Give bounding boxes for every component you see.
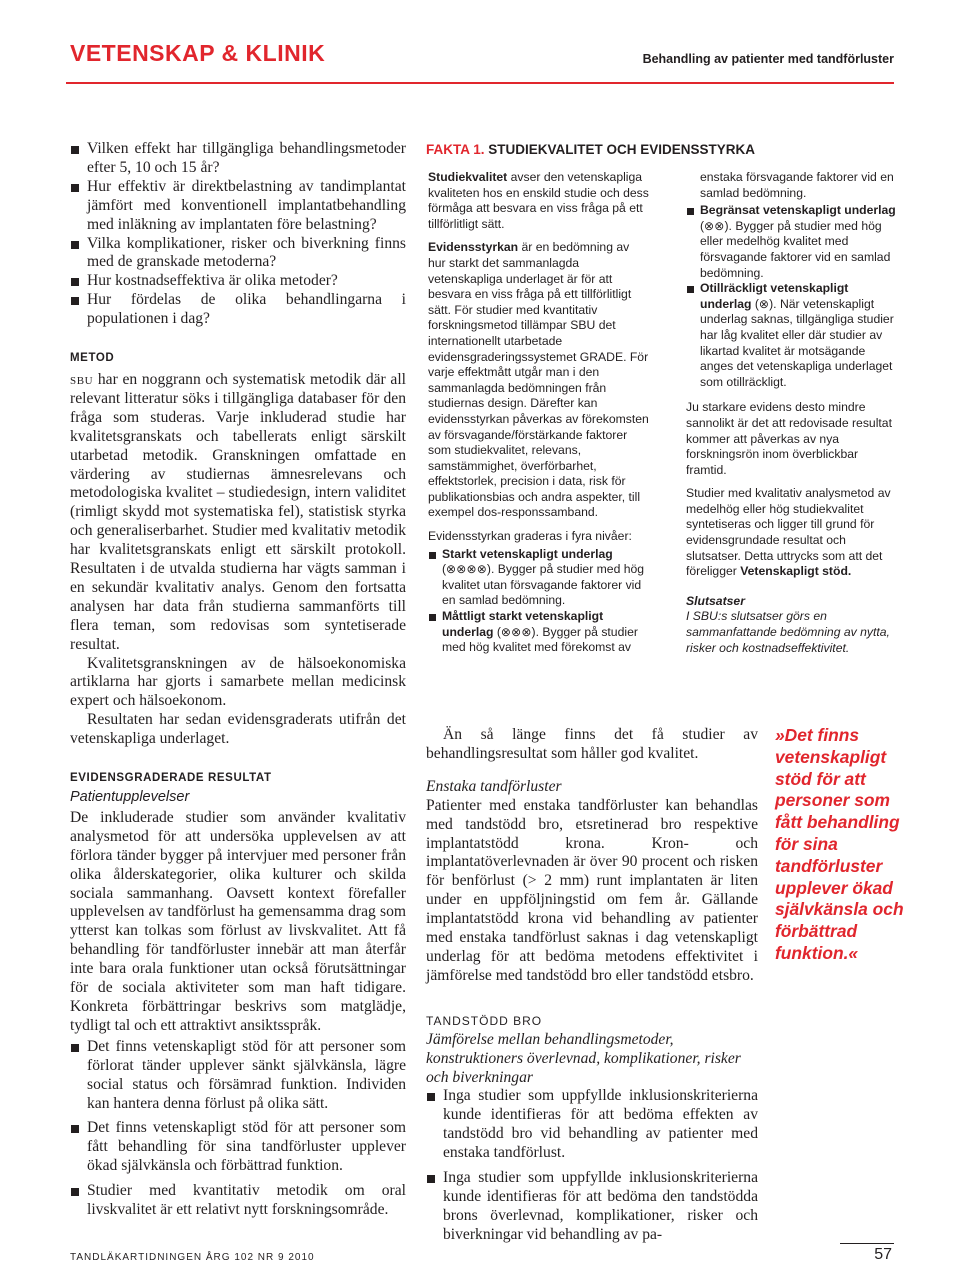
list-item: Inga studier som uppfyllde inklusionskriterierna kunde identifieras för att bedöma effekten av tandstödd bro vid behandling av patienter med enstaka tandförlust.	[426, 1087, 758, 1163]
fakta-paragraph: Evidensstyrkan är en bedömning av hur starkt det sammanlagda vetenskapliga underlaget är för att besvara en viss fråga på ett tillförlitligt sätt. För studier med kvantitativ forskningsmetod tillämpar SBU det internationellt utarbetade evidensgraderingssystemet GRADE. För varje effektmått utgår man i den sammanlagda bedömningen från studiernas design. Därefter kan evidensstyrkan påverkas av förekomsten av försvagande/förstärkande faktorer som studiekvalitet, relevans, samstämmighet, överförbarhet, effektstorlek, precision i data, risk för publikationsbias och andra aspekter, till exempel dos-responssamband.	[428, 240, 649, 520]
metod-paragraph-2: Kvalitetsgranskningen av de hälsoekonomiska artiklarna har gjorts i samarbete mellan medicinsk expert och hälsoekonom.	[70, 654, 406, 710]
evidens-heading: EVIDENSGRADERADE RESULTAT	[70, 772, 272, 785]
list-item: Otillräckligt vetenskapligt underlag (⊗). När vetenskapligt underlag saknas, tillgängliga studier har låg kvalitet eller där studier av likartad kvalitet är motsägande anges det vetenskapliga underlaget som otillräckligt.	[686, 281, 896, 390]
patientupplevelser-heading: Patientupplevelser	[70, 789, 190, 805]
slutsatser-text: I SBU:s slutsatser görs en sammanfattande bedömning av nytta, risker och kostnadseffektivitet.	[686, 609, 890, 655]
list-item: Måttligt starkt vetenskapligt underlag (⊗⊗⊗). Bygger på studier med hög kvalitet med förekomst av	[428, 609, 650, 656]
fakta-column-2	[686, 170, 896, 664]
section-title: VETENSKAP & KLINIK	[70, 40, 326, 66]
evidence-level-list	[428, 547, 650, 656]
list-item: Hur effektiv är direktbelastning av tandimplantat jämfört med konventionell implantatbehandling med inläkning av implantaten före belastning?	[70, 178, 406, 235]
journal-footer: TANDLÄKARTIDNINGEN ÅRG 102 NR 9 2010	[70, 1252, 315, 1263]
list-item: Inga studier som uppfyllde inklusionskriterierna kunde identifieras för att bedöma den tandstödda brons överlevnad, komplikationer, risker och biverkningar vid behandling av pa-	[426, 1169, 758, 1245]
fakta-title: FAKTA 1. STUDIEKVALITET OCH EVIDENSSTYRKA	[426, 142, 756, 157]
metod-heading: METOD	[70, 352, 115, 365]
evidens-list	[70, 1038, 406, 1220]
left-column	[70, 140, 406, 1220]
enstaka-heading: Enstaka tandförluster	[426, 777, 562, 795]
evidens-paragraph: De inkluderade studier som använder kvalitativ analysmetod för att undersöka upplevelsen av att förlora tänder bygger på intervjuer med personer från olika ålderskategorier, olika kulturer och skilda sociala sammanhang. Oavsett kontext förefaller upplevelsen av tandförlust ha gemensamma drag som ytterst kan tolkas som förlust av livskvalitet. Att få behandling för tandförluster innebär att man återfår inte bara orala funktioner utan också förutsättningar för de sociala aktiviteter som man haft tidigare. Konkreta förbättringar beskrivs som matglädje, tydligt tal och ett attraktivt ansiktsspråk.	[70, 808, 406, 1034]
fakta-paragraph: Studiekvalitet avser den vetenskapliga kvaliteten hos en enskild studie och dess förmåga att besvara en viss fråga på ett tillförlitligt sätt.	[428, 170, 649, 231]
bro-list	[426, 1087, 758, 1244]
list-item: Hur kostnadseffektiva är olika metoder?	[70, 272, 406, 291]
list-item: Vilken effekt har tillgängliga behandlingsmetoder efter 5, 10 och 15 år?	[70, 140, 406, 178]
fakta-paragraph: enstaka försvagande faktorer vid en samlad bedömning.	[700, 170, 894, 200]
fakta-column-1	[428, 170, 650, 656]
header-divider	[66, 82, 894, 84]
fakta-box	[426, 142, 896, 672]
slutsatser-heading: Slutsatser	[686, 593, 745, 608]
tandstodd-bro-subheading: Jämförelse mellan behandlingsmetoder, konstruktioners överlevnad, komplikationer, risker och biverkningar	[426, 1030, 741, 1086]
question-list	[70, 140, 406, 329]
fakta-paragraph: Studier med kvalitativ analysmetod av medelhög eller hög studiekvalitet syntetiseras och ligger till grund för evidensgrundade resultat och slutsatser. Detta uttrycks som att det föreligger Vetenskapligt stöd.	[686, 486, 891, 579]
middle-column	[426, 726, 758, 1245]
fakta-paragraph: Evidensstyrkan graderas i fyra nivåer:	[428, 529, 632, 544]
tandstodd-bro-heading: TANDSTÖDD BRO	[426, 1013, 543, 1028]
list-item: Begränsat vetenskapligt underlag (⊗⊗). Bygger på studier med hög eller medelhög kvalitet med försvagande faktorer vid en samlad bedömning.	[686, 203, 896, 281]
list-item: Det finns vetenskapligt stöd för att personer som fått behandling för sina tandförluster upplever ökad självkänsla och förbättrad funktion.	[70, 1119, 406, 1176]
list-item: Det finns vetenskapligt stöd för att personer som förlorat tänder upplever sänkt självkänsla, lägre social status och försämrad funktion. Individen kan hantera denna förlust på olika sätt.	[70, 1038, 406, 1114]
running-head: Behandling av patienter med tandförluster	[642, 52, 894, 66]
metod-paragraph-3: Resultaten har sedan evidensgraderats utifrån det vetenskapliga underlaget.	[70, 711, 406, 748]
pull-quote: »Det finns vetenskapligt stöd för att personer som fått behandling för sina tandförluster upplever ökad självkänsla och förbättrad funktion.«	[775, 725, 904, 963]
list-item: Starkt vetenskapligt underlag (⊗⊗⊗⊗). Bygger på studier med hög kvalitet utan försvagande faktorer vid en samlad bedömning.	[428, 547, 650, 609]
list-item: Studier med kvantitativ metodik om oral livskvalitet är ett relativt nytt forskningsområde.	[70, 1182, 406, 1220]
evidence-level-list-2	[686, 203, 896, 390]
sbu-abbr: sbu	[70, 370, 94, 388]
fakta-paragraph: Ju starkare evidens desto mindre sannolikt är det att redovisade resultat kommer att påverkas av nya forskningsrön inom överblickbar framtid.	[686, 400, 892, 477]
page-number: 57	[874, 1246, 892, 1263]
list-item: Vilka komplikationer, risker och biverkning finns med de granskade metoderna?	[70, 235, 406, 273]
footer-divider	[840, 1243, 894, 1244]
metod-paragraph: sbu har en noggrann och systematisk metodik där all relevant litteratur söks i tillgängliga databaser för den fråga som studeras. Varje inkluderad studie har kvalitetsgranskats och tabellerats enligt särskilt utarbetad metodik. Granskningen omfattade en värdering av studiernas ämnesrelevans och metodologiska kvalitet – studiedesign, intern validitet (rimligt skydd mot systematiska fel), statistisk styrka och generaliserbarhet. Studier med kvalitativ metodik har kvalitetsgranskats enligt ett särskilt protokoll. Resultaten i de utvalda studierna har vägts samman i en sekundär kvalitativ analys. Genom den fortsatta analysen har data från studierna sammanförts till flera teman, som redovisas som syntetiserade resultat.	[70, 370, 406, 653]
enstaka-paragraph: Patienter med enstaka tandförluster kan behandlas med tandstödd bro, etsretinerad bro respektive implantatstödd krona. Kron- och implantatöverlevnaden är över 90 procent och risken för benförlust (> 2 mm) runt implantaten är liten under en uppföljningstid om fem år. Gällande implantatstödd krona vid behandling av patienter med enstaka tandförlust saknas i dag vetenskapligt underlag för att bedöma metodens effektivitet i jämförelse med tandstödd bro eller tandstödd etsbro.	[426, 796, 758, 984]
list-item: Hur fördelas de olika behandlingarna i populationen i dag?	[70, 291, 406, 329]
intro-paragraph: Än så länge finns det få studier av behandlingsresultat som håller god kvalitet.	[426, 726, 758, 762]
